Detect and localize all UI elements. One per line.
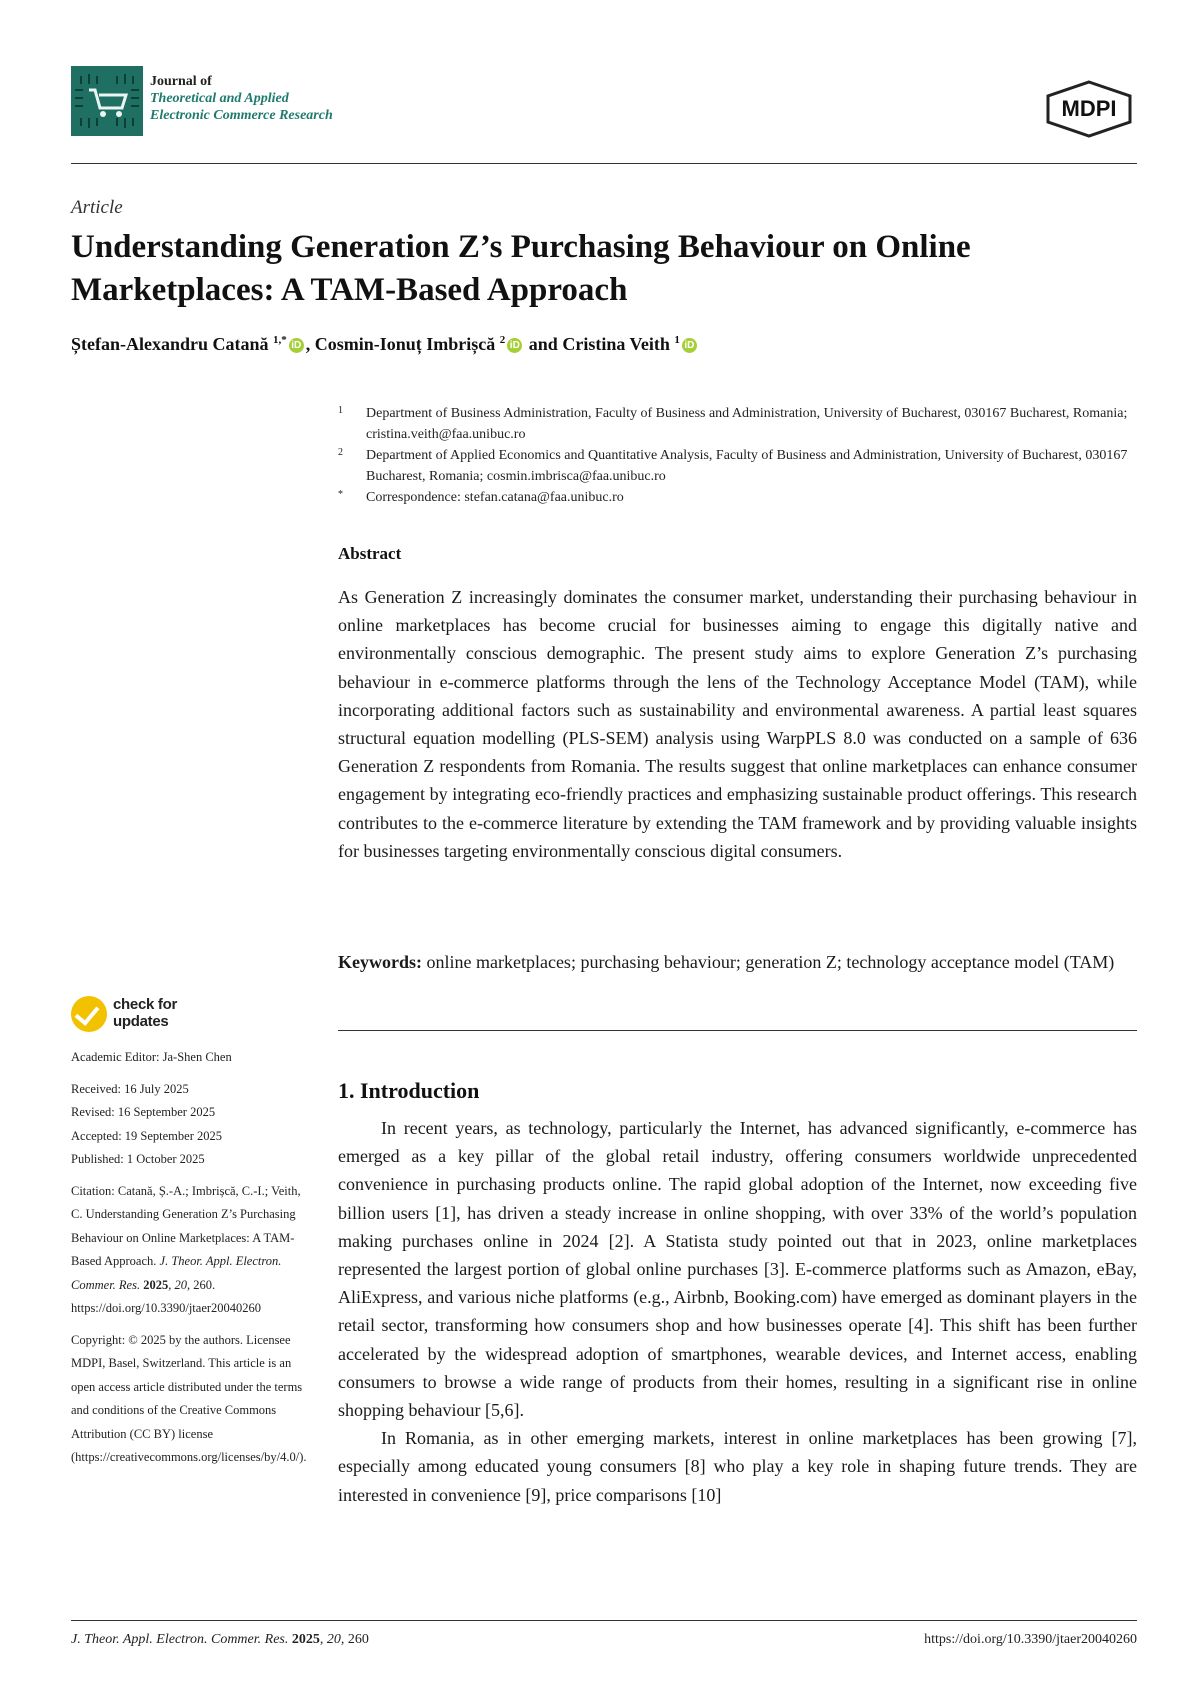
check-updates-label: [113, 996, 177, 1030]
affiliation-number: 1: [338, 405, 343, 416]
journal-name-line2: Theoretical and Applied: [150, 91, 289, 106]
footer-volume: 20: [326, 1632, 341, 1647]
citation-volume: 20: [174, 1277, 187, 1292]
affiliation-item: [338, 487, 1138, 508]
orcid-icon[interactable]: iD: [289, 338, 304, 353]
affiliation-text: Department of Applied Economics and Quantitative Analysis, Faculty of Business and Administration, University of Bucharest, 030167 Bucharest, Romania; cosmin.imbrisca@faa.unibuc.ro: [366, 448, 1128, 484]
affiliation-item: [338, 445, 1138, 487]
correspondence-text: Correspondence: stefan.catana@faa.unibuc.ro: [366, 490, 624, 505]
citation-text: Citation: Catană, Ș.-A.; Imbrișcă, C.-I.; Veith, C. Understanding Generation Z’s Purchasing Behaviour on Online Marketplaces: A TAM-Based Approach.: [71, 1183, 301, 1268]
citation: Citation: Catană, Ș.-A.; Imbrișcă, C.-I.; Veith, C. Understanding Generation Z’s Purchasing Behaviour on Online Marketplaces: A TAM-Based Approach. J. Theor. Appl. Electron. Commer. Res. 2025, 20, 260. https://doi.org/10.3390/jtaer20040260: [71, 1183, 301, 1315]
check-updates-line1: check for: [113, 996, 177, 1013]
introduction-paragraph: In recent years, as technology, particularly the Internet, has advanced significantly, e-commerce has emerged as a key pillar of the global retail industry, offering consumers worldwide unprecedented convenience in purchasing products online. The rapid global adoption of the Internet, now exceeding five billion users [1], has driven a steady increase in online shopping, with over 33% of the world’s population making purchases online in 2024 [2]. A Statista study pointed out that in 2023, online marketplaces represented the largest portion of global online purchases [3]. E-commerce platforms such as Amazon, eBay, AliExpress, and various niche platforms (e.g., Airbnb, Booking.com) have emerged as dominant players in the retail sector, transforming how consumers shop and how businesses operate [4]. This shift has been further accelerated by the widespread adoption of smartphones, wearable devices, and Internet access, enabling consumers to browse a wide range of products from their homes, resulting in a significant rise in online shopping behaviour [5,6].: [338, 1118, 1137, 1421]
shopping-cart-icon: [71, 66, 143, 136]
affiliation-number: 2: [338, 447, 343, 458]
footer-year: 2025: [291, 1632, 320, 1647]
header-divider: [71, 163, 1137, 164]
article-type: Article: [71, 197, 123, 218]
check-updates-line2: updates: [113, 1013, 169, 1030]
published-date: Published: 1 October 2025: [71, 1152, 205, 1166]
author-list: [71, 334, 699, 355]
author-name: Cristina Veith: [562, 334, 670, 354]
footer-article-number: , 260: [340, 1632, 369, 1647]
journal-name-line1: Journal of: [150, 74, 212, 89]
affiliation-text: Department of Business Administration, Faculty of Business and Administration, University of Bucharest, 030167 Bucharest, Romania; cristina.veith@faa.unibuc.ro: [366, 406, 1128, 442]
affiliation-number: *: [338, 489, 343, 500]
received-date: Received: 16 July 2025: [71, 1081, 189, 1096]
academic-editor: Academic Editor: Ja-Shen Chen: [71, 1050, 232, 1064]
orcid-icon[interactable]: iD: [507, 338, 522, 353]
author-separator: ,: [305, 334, 311, 354]
abstract-heading: Abstract: [338, 544, 402, 563]
author-affiliation-marker: 2: [499, 334, 506, 346]
citation-year: 2025: [143, 1277, 169, 1292]
publisher-logo: [1042, 80, 1137, 138]
revised-date: Revised: 16 September 2025: [71, 1105, 216, 1119]
journal-name: [150, 73, 333, 124]
article-title: Understanding Generation Z’s Purchasing Behaviour on Online Marketplaces: A TAM-Based Approach: [71, 229, 971, 308]
keywords-list: online marketplaces; purchasing behaviour; generation Z; technology acceptance model (TAM): [426, 952, 1115, 972]
footer-divider: [71, 1620, 1137, 1621]
footer-journal: J. Theor. Appl. Electron. Commer. Res.: [71, 1632, 289, 1647]
author-affiliation-marker: 1: [674, 334, 680, 346]
author-name: Cosmin-Ionuț Imbrișcă: [314, 334, 496, 354]
journal-logo: [71, 66, 143, 136]
article-info-sidebar: [71, 1046, 311, 1470]
introduction-body: [338, 1114, 1137, 1509]
citation-doi[interactable]: , 260. https://doi.org/10.3390/jtaer20040260: [71, 1277, 262, 1315]
author-affiliation-marker: 1,*: [273, 334, 287, 346]
abstract-divider: [338, 1030, 1137, 1031]
affiliations: [338, 403, 1138, 508]
copyright-notice: Copyright: © 2025 by the authors. Licensee MDPI, Basel, Switzerland. This article is an open access article distributed under the terms and conditions of the Creative Commons Attribution (CC BY) license (https://creativecommons.org/licenses/by/4.0/).: [71, 1332, 307, 1464]
abstract-text: As Generation Z increasingly dominates the consumer market, understanding their purchasing behaviour in online marketplaces has become crucial for businesses aiming to engage this digitally native and environmentally conscious demographic. The present study aims to explore Generation Z’s purchasing behaviour in e-commerce platforms through the lens of the Technology Acceptance Model (TAM), while incorporating additional factors such as sustainability and environmental awareness. A partial least squares structural equation modelling (PLS-SEM) analysis using WarpPLS 8.0 was conducted on a sample of 636 Generation Z respondents from Romania. The results suggest that online marketplaces can enhance consumer engagement by integrating eco-friendly practices and emphasizing sustainable product offerings. This research contributes to the e-commerce literature by extending the TAM framework and by providing valuable insights for businesses targeting environmentally conscious digital consumers.: [338, 587, 1137, 861]
journal-name-line3: Electronic Commerce Research: [150, 108, 333, 123]
citation-journal: J. Theor. Appl. Electron. Commer. Res.: [71, 1254, 282, 1292]
keywords-label: Keywords:: [338, 952, 422, 972]
check-icon: [71, 996, 107, 1032]
publisher-name: MDPI: [1061, 96, 1117, 121]
introduction-heading: 1. Introduction: [338, 1078, 480, 1103]
author-name: Ștefan-Alexandru Catană: [71, 334, 269, 354]
footer-doi-link[interactable]: https://doi.org/10.3390/jtaer20040260: [924, 1632, 1137, 1647]
keywords: [338, 948, 1137, 976]
author-separator: and: [528, 334, 558, 354]
introduction-paragraph: In Romania, as in other emerging markets, interest in online marketplaces has been growing [7], especially among educated young consumers [8] who play a key role in shaping future trends. They are interested in convenience [9], price comparisons [10]: [338, 1428, 1137, 1505]
orcid-icon[interactable]: iD: [682, 338, 697, 353]
check-for-updates-badge[interactable]: [71, 996, 181, 1034]
affiliation-item: [338, 403, 1138, 445]
accepted-date: Accepted: 19 September 2025: [71, 1128, 222, 1143]
footer-citation: J. Theor. Appl. Electron. Commer. Res. 2025, 20, 260: [71, 1632, 369, 1647]
